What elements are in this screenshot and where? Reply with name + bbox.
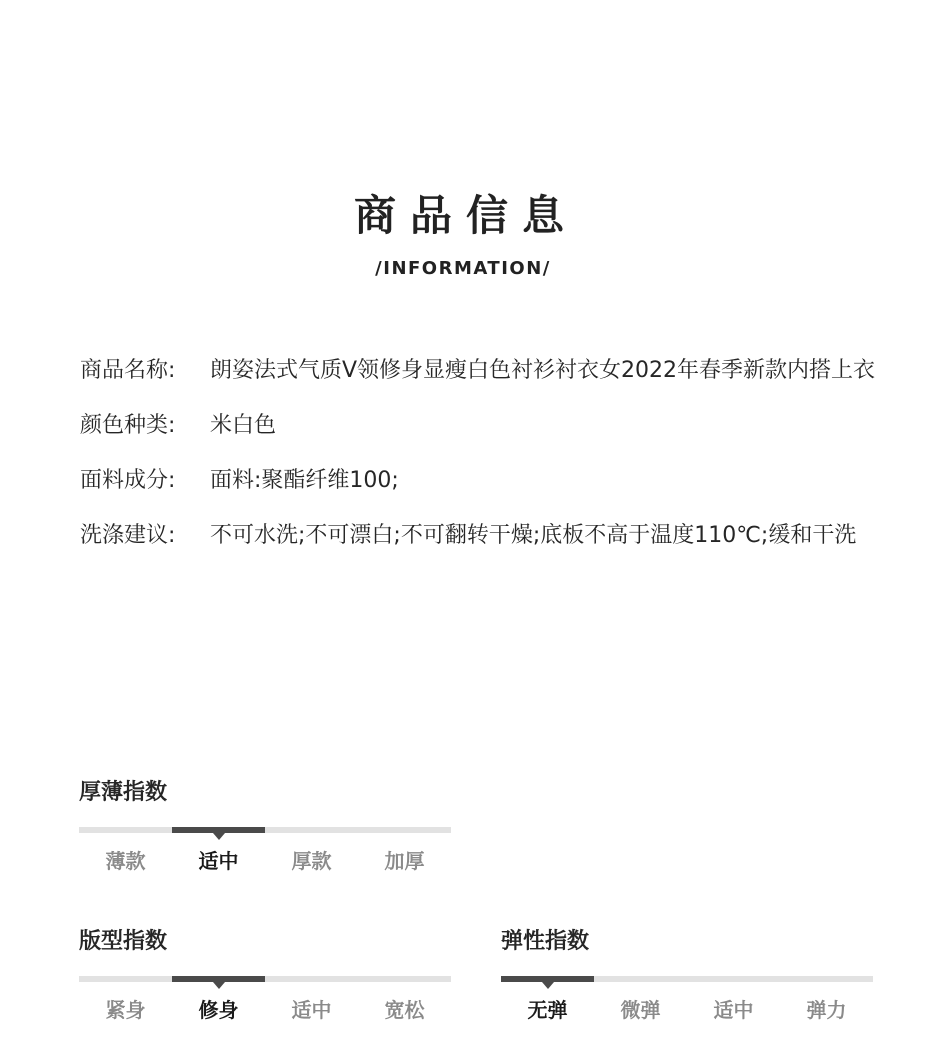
- scale-option: 宽松: [384, 998, 425, 1022]
- info-row-washing: [80, 508, 880, 563]
- scale-title: 版型指数: [79, 929, 168, 954]
- scale-option: 弹力: [806, 998, 847, 1022]
- info-value: 面料:聚酯纤维100;: [210, 468, 399, 493]
- scale-option: 加厚: [384, 849, 425, 873]
- thickness-scale: [79, 778, 451, 875]
- info-label: 商品名称:: [80, 358, 176, 383]
- scale-option: 薄款: [105, 849, 146, 873]
- scale-indicator: [172, 976, 265, 982]
- info-row-color: [80, 398, 880, 453]
- scale-title: 弹性指数: [501, 929, 590, 954]
- scale-indicator: [172, 827, 265, 833]
- info-label: 颜色种类:: [80, 413, 176, 438]
- info-value: 朗姿法式气质V领修身显瘦白色衬衫衬衣女2022年春季新款内搭上衣: [210, 358, 876, 383]
- scale-option: 适中: [198, 849, 239, 873]
- scale-options: [501, 996, 873, 1024]
- scale-track: [501, 976, 873, 982]
- scale-track: [79, 827, 451, 833]
- scale-option: 修身: [198, 998, 239, 1022]
- scale-option: 紧身: [105, 998, 146, 1022]
- scale-indicator: [501, 976, 594, 982]
- info-row-fabric: [80, 453, 880, 508]
- info-value: 不可水洗;不可漂白;不可翻转干燥;底板不高于温度110℃;缓和干洗: [210, 523, 857, 548]
- scale-option: 无弹: [527, 998, 568, 1022]
- info-label: 洗涤建议:: [80, 523, 176, 548]
- page-title: 商品信息: [353, 191, 578, 240]
- scale-option: 微弹: [620, 998, 661, 1022]
- elasticity-scale: [501, 927, 873, 1024]
- page-subtitle: /INFORMATION/: [375, 258, 551, 279]
- scale-option: 适中: [291, 998, 332, 1022]
- scale-option: 厚款: [291, 849, 332, 873]
- fit-scale: [79, 927, 451, 1024]
- info-label: 面料成分:: [80, 468, 176, 493]
- scale-options: [79, 847, 451, 875]
- product-info-list: [80, 343, 880, 563]
- scale-option: 适中: [713, 998, 754, 1022]
- info-value: 米白色: [210, 413, 277, 438]
- scale-track: [79, 976, 451, 982]
- scale-options: [79, 996, 451, 1024]
- scale-title: 厚薄指数: [79, 780, 168, 805]
- info-row-product-name: [80, 343, 880, 398]
